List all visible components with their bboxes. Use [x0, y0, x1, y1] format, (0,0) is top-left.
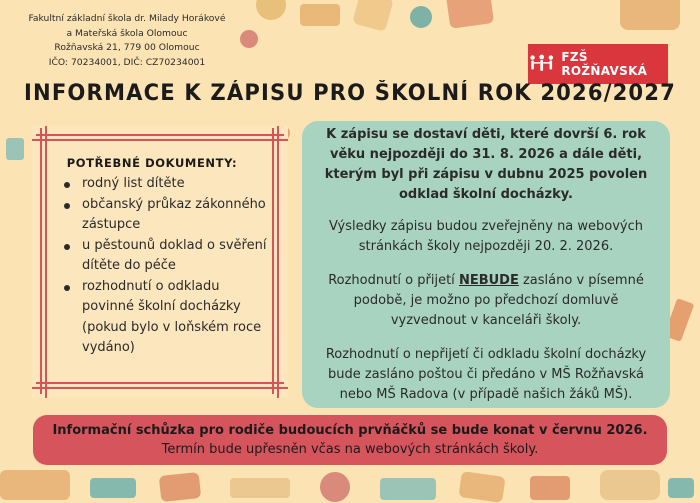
decor-shape [668, 478, 694, 498]
decor-shape [0, 470, 70, 500]
acceptance-text [316, 271, 656, 331]
decor-shape [256, 0, 286, 20]
list-item: u pěstounů doklad o svěření dítěte do péče [62, 236, 270, 277]
list-item: rodný list dítěte [62, 174, 270, 195]
documents-content [62, 156, 270, 359]
meeting-announcement: Informační schůzka pro rodiče budoucích prvňáčků se bude konat v červnu 2026. [52, 423, 648, 438]
eligibility-text: K zápisu se dostaví děti, které dovrší 6. rok věku nejpozději do 31. 8. 2026 a dále děti, kterým byl při zápisu v dubnu 2025 povolen odklad školní docházky. [324, 127, 648, 202]
decor-shape [380, 478, 436, 500]
frame-line [36, 382, 284, 384]
decor-shape [458, 471, 505, 503]
decor-shape [240, 30, 258, 48]
school-name-cont: a Mateřská škola Olomouc [66, 27, 188, 39]
acceptance-text-end: zasláno v písemné podobě, je možno po předchozí domluvě vyzvednout v kanceláři školy. [353, 273, 644, 328]
acceptance-text-start: Rozhodnutí o přijetí [328, 273, 455, 288]
school-name: Fakultní základní škola dr. Milady Horákové [28, 13, 226, 24]
decor-shape [159, 472, 201, 502]
decor-shape [620, 0, 680, 30]
page-title: INFORMACE K ZÁPISU PRO ŠKOLNÍ ROK 2026/2027 [24, 81, 676, 106]
children-icon [528, 53, 555, 75]
frame-line [45, 126, 47, 398]
meeting-banner [33, 415, 667, 465]
decor-shape [530, 476, 570, 500]
list-item: občanský průkaz zákonného zástupce [62, 195, 270, 236]
frame-line [32, 387, 288, 389]
list-item: rozhodnutí o odkladu povinné školní docházky (pokud bylo v loňském roce vydáno) [62, 277, 270, 359]
decor-shape [6, 138, 24, 160]
results-text: Výsledky zápisu budou zveřejněny na webových stránkách školy nejpozději 20. 2. 2026. [328, 219, 644, 254]
school-address [22, 12, 232, 70]
documents-heading: POTŘEBNÉ DOKUMENTY: [66, 156, 238, 170]
decor-shape [90, 478, 136, 498]
meeting-note: Termín bude upřesněn včas na webových stránkách školy. [161, 442, 539, 457]
frame-line [272, 128, 274, 394]
decor-shape [410, 6, 432, 28]
decor-shape [446, 0, 494, 29]
school-logo [528, 44, 668, 84]
decor-shape [352, 0, 394, 32]
rejection-text: Rozhodnutí o nepřijetí či odkladu školní docházky bude zasláno poštou či předáno v MŠ Rožňavská nebo MŠ Radova (v případě našich žáků MŠ). [325, 347, 647, 402]
info-box [302, 121, 670, 408]
frame-line [36, 134, 284, 136]
frame-line [32, 139, 288, 141]
decor-shape [320, 472, 350, 502]
decor-shape [300, 4, 340, 26]
frame-line [277, 126, 279, 398]
school-street: Rožňavská 21, 779 00 Olomouc [54, 42, 200, 53]
decor-shape [600, 470, 660, 500]
nebude-highlight: NEBUDE [458, 273, 519, 288]
documents-list [62, 174, 270, 359]
logo-text: FZŠ ROŽŇAVSKÁ [561, 50, 648, 78]
school-ids: IČO: 70234001, DIČ: CZ70234001 [48, 56, 206, 68]
decor-shape [230, 478, 290, 498]
frame-line [40, 128, 42, 394]
documents-box [32, 126, 288, 398]
